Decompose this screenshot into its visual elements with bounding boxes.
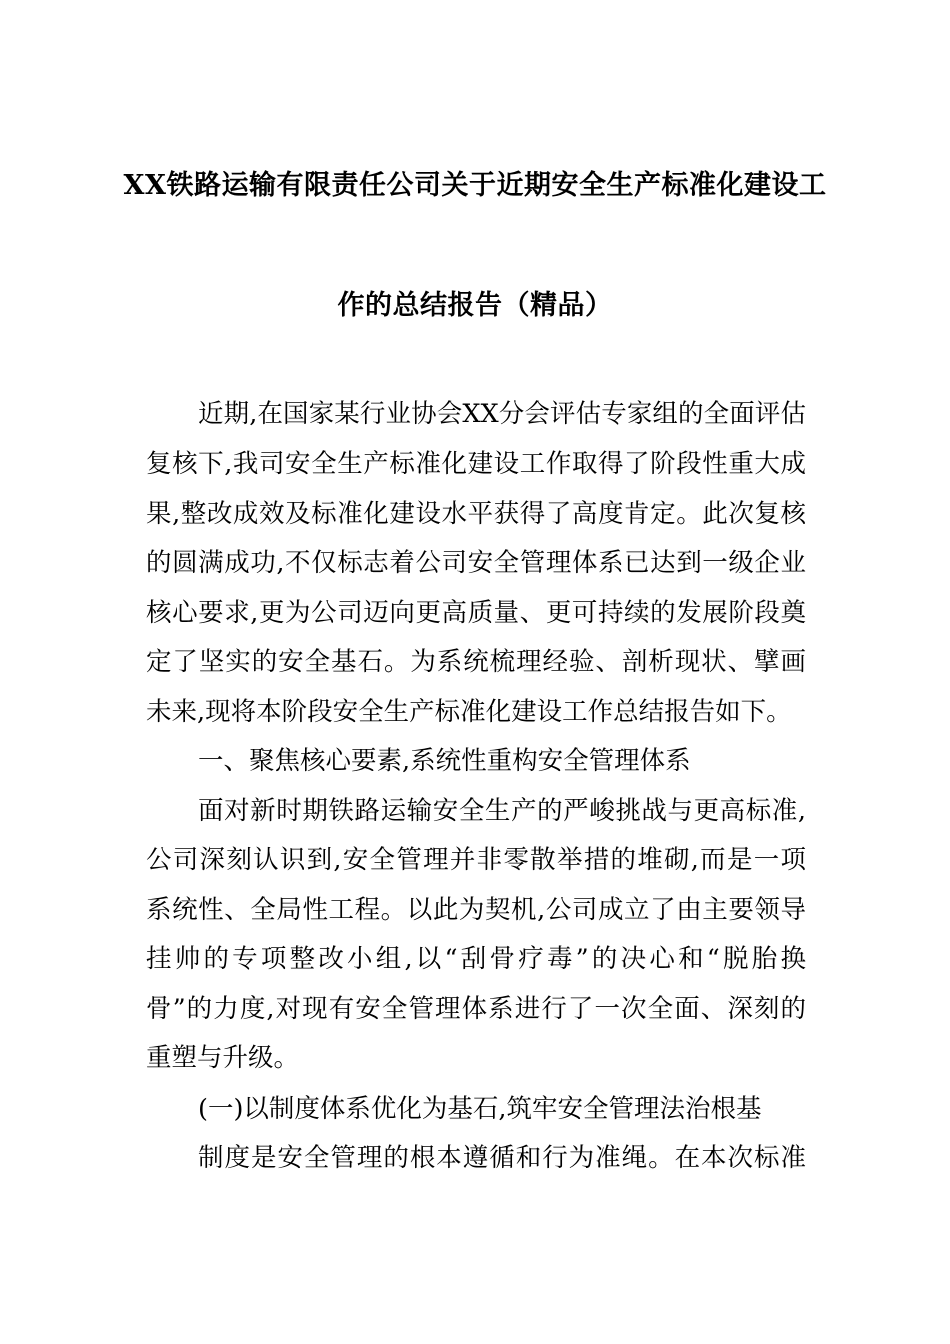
paragraph-line: 的圆满成功,不仅标志着公司安全管理体系已达到一级企业: [146, 548, 806, 578]
paragraph-line: 公司深刻认识到,安全管理并非零散举措的堆砌,而是一项: [146, 845, 806, 875]
subsection-heading: (一)以制度体系优化为基石,筑牢安全管理法治根基: [198, 1094, 762, 1124]
document-title-line-1: XX铁路运输有限责任公司关于近期安全生产标准化建设工: [123, 170, 827, 201]
paragraph-line: 重塑与升级。: [146, 1043, 300, 1073]
section-heading: 一、聚焦核心要素,系统性重构安全管理体系: [198, 746, 691, 776]
paragraph-line: 复核下,我司安全生产标准化建设工作取得了阶段性重大成: [146, 449, 806, 479]
document-title-line-2: 作的总结报告（精品）: [337, 290, 613, 321]
paragraph-line: 未来,现将本阶段安全生产标准化建设工作总结报告如下。: [146, 697, 792, 727]
paragraph-line: 挂帅的专项整改小组,以“刮骨疗毒”的决心和“脱胎换: [146, 944, 806, 974]
paragraph-line: 定了坚实的安全基石。为系统梳理经验、剖析现状、擘画: [146, 647, 806, 677]
paragraph-line: 面对新时期铁路运输安全生产的严峻挑战与更高标准,: [198, 796, 806, 826]
paragraph-line: 骨”的力度,对现有安全管理体系进行了一次全面、深刻的: [146, 994, 806, 1024]
paragraph-line: 果,整改成效及标准化建设水平获得了高度肯定。此次复核: [146, 499, 806, 529]
paragraph-line: 核心要求,更为公司迈向更高质量、更可持续的发展阶段奠: [146, 598, 806, 628]
paragraph-line: 近期,在国家某行业协会XX分会评估专家组的全面评估: [198, 399, 806, 429]
paragraph-line: 系统性、全局性工程。以此为契机,公司成立了由主要领导: [146, 895, 806, 925]
paragraph-line: 制度是安全管理的根本遵循和行为准绳。在本次标准: [198, 1143, 806, 1173]
